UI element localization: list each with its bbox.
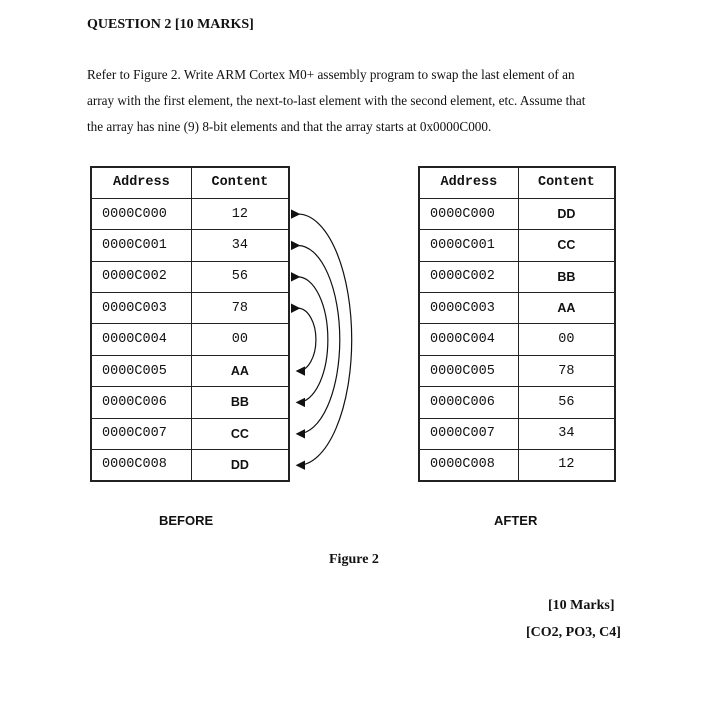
before-address-cell: 0000C004 xyxy=(91,324,191,355)
after-address-cell: 0000C006 xyxy=(419,387,518,418)
course-outcome-codes: [CO2, PO3, C4] xyxy=(526,625,621,640)
before-content-header: Content xyxy=(191,167,289,198)
after-content-cell: DD xyxy=(518,198,615,229)
before-address-cell: 0000C005 xyxy=(91,355,191,386)
before-content-cell: 78 xyxy=(191,293,289,324)
after-address-header: Address xyxy=(419,167,518,198)
before-address-cell: 0000C000 xyxy=(91,198,191,229)
before-address-cell: 0000C008 xyxy=(91,450,191,481)
before-content-cell: 34 xyxy=(191,230,289,261)
marks-label: [10 Marks] xyxy=(548,598,615,613)
after-label: AFTER xyxy=(494,513,538,528)
after-address-cell: 0000C002 xyxy=(419,261,518,292)
before-content-cell: BB xyxy=(191,387,289,418)
question-line-3: the array has nine (9) 8-bit elements and that the array starts at 0x0000C000. xyxy=(87,119,492,134)
before-label: BEFORE xyxy=(159,513,214,528)
before-content-cell: 12 xyxy=(191,198,289,229)
before-content-cell: 00 xyxy=(191,324,289,355)
before-address-header: Address xyxy=(91,167,191,198)
swap-arc xyxy=(298,245,340,433)
after-content-cell: AA xyxy=(518,293,615,324)
before-content-cell: CC xyxy=(191,418,289,449)
after-content-cell: 12 xyxy=(518,450,615,481)
swap-arc xyxy=(298,308,316,371)
after-content-cell: 34 xyxy=(518,418,615,449)
before-content-cell: 56 xyxy=(191,261,289,292)
before-content-cell: AA xyxy=(191,355,289,386)
before-address-cell: 0000C001 xyxy=(91,230,191,261)
before-content-cell: DD xyxy=(191,450,289,481)
after-address-cell: 0000C000 xyxy=(419,198,518,229)
after-content-cell: 56 xyxy=(518,387,615,418)
after-content-cell: 78 xyxy=(518,355,615,386)
question-title: QUESTION 2 [10 MARKS] xyxy=(87,17,254,32)
swap-arc xyxy=(298,214,352,465)
figure-caption: Figure 2 xyxy=(329,552,379,567)
before-address-cell: 0000C006 xyxy=(91,387,191,418)
before-address-cell: 0000C007 xyxy=(91,418,191,449)
question-line-2: array with the first element, the next-to-last element with the second element, etc. Assume that xyxy=(87,93,586,108)
after-address-cell: 0000C001 xyxy=(419,230,518,261)
after-content-cell: 00 xyxy=(518,324,615,355)
after-content-cell: CC xyxy=(518,230,615,261)
after-content-cell: BB xyxy=(518,261,615,292)
question-line-1: Refer to Figure 2. Write ARM Cortex M0+ assembly program to swap the last element of an xyxy=(87,67,575,82)
after-address-cell: 0000C008 xyxy=(419,450,518,481)
after-content-header: Content xyxy=(518,167,615,198)
after-address-cell: 0000C005 xyxy=(419,355,518,386)
after-address-cell: 0000C003 xyxy=(419,293,518,324)
after-address-cell: 0000C004 xyxy=(419,324,518,355)
before-address-cell: 0000C002 xyxy=(91,261,191,292)
before-address-cell: 0000C003 xyxy=(91,293,191,324)
swap-arcs xyxy=(298,214,352,465)
after-address-cell: 0000C007 xyxy=(419,418,518,449)
swap-arc xyxy=(298,277,328,403)
